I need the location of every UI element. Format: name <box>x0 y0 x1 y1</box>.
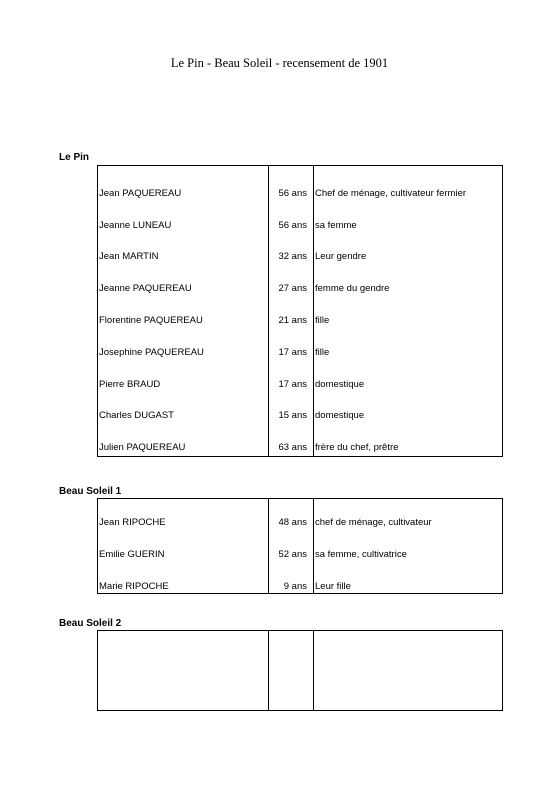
table-row <box>98 187 502 201</box>
person-age: 17 ans <box>278 347 307 358</box>
person-role: Leur gendre <box>315 251 367 262</box>
person-age: 32 ans <box>278 251 307 262</box>
person-role: femme du gendre <box>315 283 390 294</box>
person-age: 56 ans <box>278 188 307 199</box>
person-name: Josephine PAQUEREAU <box>99 347 204 358</box>
person-role: chef de ménage, cultivateur <box>315 517 432 528</box>
table-row <box>98 516 502 530</box>
table-row <box>98 314 502 328</box>
census-table-beau-soleil-2 <box>97 630 503 711</box>
person-age: 17 ans <box>278 379 307 390</box>
person-name: Jean MARTIN <box>99 251 159 262</box>
person-name: Charles DUGAST <box>99 410 174 421</box>
person-role: fille <box>315 315 330 326</box>
column-divider <box>268 631 269 710</box>
person-role: sa femme, cultivatrice <box>315 549 407 560</box>
person-name: Julien PAQUEREAU <box>99 442 186 453</box>
person-role: Chef de ménage, cultivateur fermier <box>315 188 467 199</box>
section-label-beau-soleil-2: Beau Soleil 2 <box>59 618 122 629</box>
page-title: Le Pin - Beau Soleil - recensement de 1901 <box>170 56 389 70</box>
person-name: Jean PAQUEREAU <box>99 188 182 199</box>
person-age: 9 ans <box>283 581 307 592</box>
table-row <box>98 219 502 233</box>
section-label-le-pin: Le Pin <box>59 152 90 163</box>
person-role: fille <box>315 347 330 358</box>
person-age: 27 ans <box>278 283 307 294</box>
table-row <box>98 282 502 296</box>
table-row <box>98 378 502 392</box>
person-age: 56 ans <box>278 220 307 231</box>
table-row <box>98 346 502 360</box>
table-row <box>98 580 502 594</box>
person-name: Jeanne LUNEAU <box>99 220 172 231</box>
person-role: domestique <box>315 379 365 390</box>
table-row <box>98 250 502 264</box>
person-name: Florentine PAQUEREAU <box>99 315 203 326</box>
person-age: 63 ans <box>278 442 307 453</box>
person-age: 15 ans <box>278 410 307 421</box>
person-role: sa femme <box>315 220 357 231</box>
column-divider <box>313 631 314 710</box>
table-row <box>98 409 502 423</box>
census-table-beau-soleil-1 <box>97 498 503 594</box>
column-divider <box>313 499 314 593</box>
person-role: Leur fille <box>315 581 351 592</box>
person-name: Jeanne PAQUEREAU <box>99 283 192 294</box>
person-name: Pierre BRAUD <box>99 379 161 390</box>
section-label-beau-soleil-1: Beau Soleil 1 <box>59 486 122 497</box>
person-age: 52 ans <box>278 549 307 560</box>
person-name: Marie RIPOCHE <box>99 581 169 592</box>
person-role: domestique <box>315 410 365 421</box>
table-row <box>98 548 502 562</box>
person-age: 21 ans <box>278 315 307 326</box>
person-age: 48 ans <box>278 517 307 528</box>
person-role: frère du chef, prêtre <box>315 442 399 453</box>
person-name: Emilie GUERIN <box>99 549 165 560</box>
table-row <box>98 441 502 455</box>
column-divider <box>268 499 269 593</box>
person-name: Jean RIPOCHE <box>99 517 166 528</box>
census-table-le-pin <box>97 165 503 457</box>
